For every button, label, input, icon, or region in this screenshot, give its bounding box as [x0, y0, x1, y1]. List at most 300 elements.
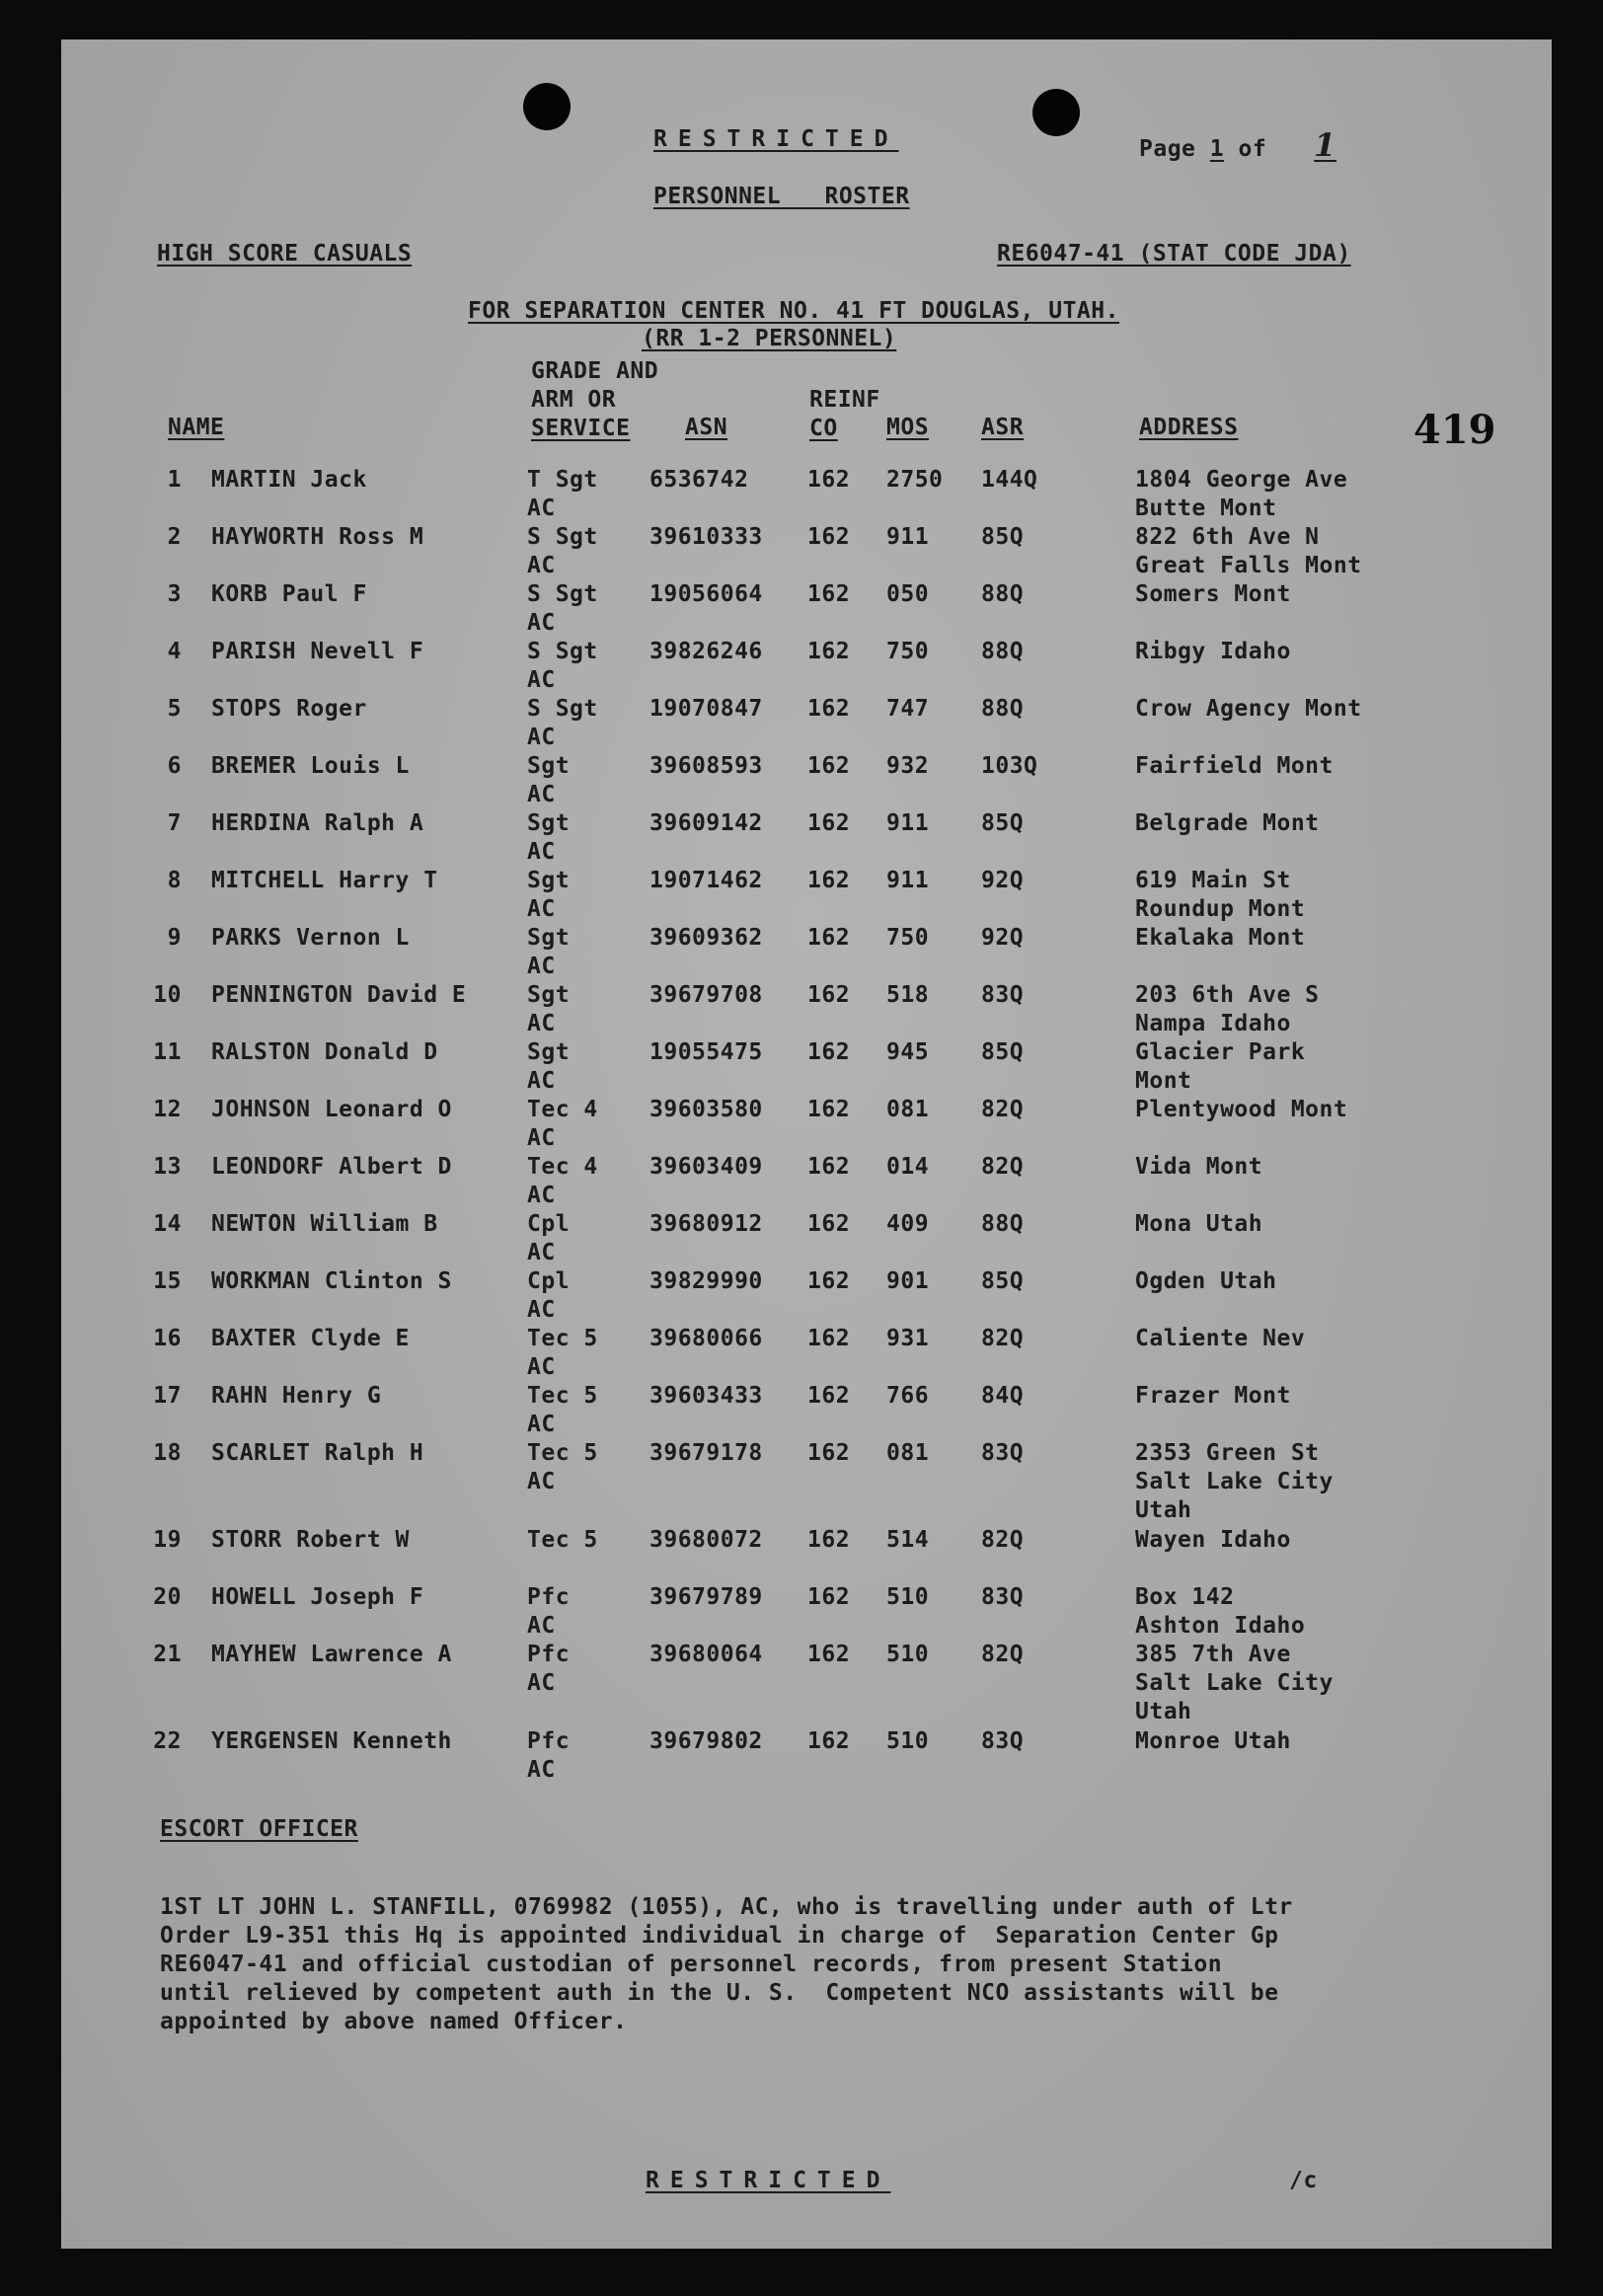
cell-asr — [981, 1153, 1024, 1182]
cell-grade-text: Cpl — [527, 1268, 571, 1294]
cell-asr — [981, 466, 1037, 495]
cell-grade — [527, 809, 570, 867]
cell-asr — [981, 1382, 1024, 1411]
cell-address-text: Plentywood Mont — [1135, 1097, 1348, 1122]
cell-asr-text: 85Q — [981, 1268, 1025, 1294]
cell-asn — [649, 1325, 763, 1353]
cell-asr-text: 92Q — [981, 925, 1025, 951]
cell-address — [1135, 1038, 1305, 1096]
cell-num-text: 5 — [167, 696, 182, 722]
cell-name — [211, 466, 367, 495]
cell-mos — [886, 1583, 929, 1612]
cell-grade-text: Cpl — [527, 1211, 571, 1237]
cell-asn — [649, 1153, 763, 1182]
cell-grade-text: AC — [527, 725, 556, 750]
cell-grade-text: Sgt — [527, 868, 571, 893]
cell-mos-text: 750 — [886, 639, 930, 664]
cell-name-text: HOWELL Joseph F — [211, 1584, 424, 1610]
cell-address — [1135, 1267, 1276, 1296]
cell-asr — [981, 752, 1037, 781]
cell-co — [807, 1583, 850, 1612]
cell-grade-text: Tec 4 — [527, 1154, 598, 1180]
cell-mos — [886, 466, 943, 495]
cell-asr-text: 88Q — [981, 581, 1025, 607]
cell-name — [211, 1325, 410, 1353]
subtitle: (RR 1-2 PERSONNEL) — [642, 326, 897, 351]
cell-mos — [886, 981, 929, 1010]
cell-asn — [649, 867, 763, 895]
cell-co-text: 162 — [807, 1268, 851, 1294]
cell-asn — [649, 1641, 763, 1669]
cell-co-text: 162 — [807, 1728, 851, 1754]
cell-co — [807, 1439, 850, 1468]
cell-co-text: 162 — [807, 696, 851, 722]
cell-address-text: Roundup Mont — [1135, 896, 1306, 922]
classification-header: RESTRICTED — [653, 126, 899, 152]
cell-asr-text: 83Q — [981, 1584, 1025, 1610]
cell-co-text: 162 — [807, 1154, 851, 1180]
cell-grade-text: Sgt — [527, 1039, 571, 1065]
cell-asr — [981, 695, 1024, 724]
cell-grade-text: AC — [527, 1757, 556, 1783]
cell-asr-text: 88Q — [981, 1211, 1025, 1237]
cell-name-text: LEONDORF Albert D — [211, 1154, 452, 1180]
cell-mos-text: 510 — [886, 1728, 930, 1754]
cell-name — [211, 523, 423, 552]
cell-co-text: 162 — [807, 810, 851, 836]
cell-grade — [527, 1038, 570, 1096]
cell-co-text: 162 — [807, 868, 851, 893]
cell-grade-text: Sgt — [527, 753, 571, 779]
cell-asn — [649, 1526, 763, 1555]
cell-asr-text: 82Q — [981, 1326, 1025, 1351]
punch-hole-right — [1032, 89, 1080, 136]
cell-co — [807, 466, 850, 495]
cell-asn-text: 39679178 — [649, 1440, 763, 1466]
cell-address — [1135, 1641, 1334, 1726]
cell-address-text: Wayen Idaho — [1135, 1527, 1291, 1553]
cell-num-text: 1 — [167, 467, 182, 493]
cell-asn — [649, 1210, 763, 1239]
cell-co-text: 162 — [807, 639, 851, 664]
column-header-grade — [531, 357, 658, 443]
cell-name-text: STORR Robert W — [211, 1527, 410, 1553]
cell-address-text: Monroe Utah — [1135, 1728, 1291, 1754]
cell-grade — [527, 1096, 598, 1153]
cell-name-text: HAYWORTH Ross M — [211, 524, 424, 550]
cell-address-text: Utah — [1135, 1699, 1192, 1724]
cell-mos-text: 747 — [886, 696, 930, 722]
destination: FOR SEPARATION CENTER NO. 41 FT DOUGLAS, UTAH. — [468, 298, 1119, 324]
cell-name — [211, 981, 466, 1010]
cell-co-text: 162 — [807, 524, 851, 550]
cell-asn-text: 39609362 — [649, 925, 763, 951]
cell-grade-text: AC — [527, 1183, 556, 1208]
cell-grade — [527, 924, 570, 981]
cell-address-text: Ekalaka Mont — [1135, 925, 1306, 951]
cell-asn-text: 19071462 — [649, 868, 763, 893]
cell-grade — [527, 752, 570, 809]
cell-mos-text: 901 — [886, 1268, 930, 1294]
cell-num-text: 16 — [153, 1326, 182, 1351]
cell-asn-text: 39679708 — [649, 982, 763, 1008]
cell-asn — [649, 1382, 763, 1411]
cell-address-text: Caliente Nev — [1135, 1326, 1306, 1351]
cell-mos — [886, 1439, 929, 1468]
column-header-mos: MOS — [886, 415, 930, 440]
cell-asr — [981, 1641, 1024, 1669]
cell-grade-text: S Sgt — [527, 639, 598, 664]
cell-grade — [527, 867, 570, 924]
page-number: 1 — [1209, 136, 1225, 162]
cell-co — [807, 1267, 850, 1296]
cell-asn-text: 39680066 — [649, 1326, 763, 1351]
cell-name — [211, 638, 423, 666]
cell-name-text: MAYHEW Lawrence A — [211, 1642, 452, 1667]
cell-num — [142, 1153, 182, 1182]
cell-grade — [527, 523, 598, 580]
cell-asr — [981, 1210, 1024, 1239]
cell-asr-text: 84Q — [981, 1383, 1025, 1409]
cell-address-text: Crow Agency Mont — [1135, 696, 1362, 722]
cell-mos-text: 931 — [886, 1326, 930, 1351]
cell-mos-text: 050 — [886, 581, 930, 607]
cell-co — [807, 1382, 850, 1411]
cell-grade-text: S Sgt — [527, 696, 598, 722]
cell-num — [142, 638, 182, 666]
cell-grade-text: AC — [527, 1297, 556, 1323]
cell-address — [1135, 809, 1320, 838]
cell-num — [142, 580, 182, 609]
cell-co — [807, 924, 850, 953]
cell-asr — [981, 1267, 1024, 1296]
cell-grade-text: S Sgt — [527, 581, 598, 607]
cell-address — [1135, 1583, 1305, 1641]
cell-mos-text: 014 — [886, 1154, 930, 1180]
cell-co — [807, 695, 850, 724]
cell-asn — [649, 1439, 763, 1468]
cell-grade-text: AC — [527, 782, 556, 807]
cell-num — [142, 1210, 182, 1239]
cell-mos-text: 510 — [886, 1642, 930, 1667]
cell-grade-text: AC — [527, 610, 556, 636]
cell-asn — [649, 924, 763, 953]
cell-asn-text: 39608593 — [649, 753, 763, 779]
cell-asr — [981, 924, 1024, 953]
cell-co-text: 162 — [807, 753, 851, 779]
cell-mos — [886, 1267, 929, 1296]
cell-asr — [981, 1325, 1024, 1353]
cell-asr-text: 82Q — [981, 1527, 1025, 1553]
cell-grade-text: AC — [527, 1670, 556, 1696]
cell-mos-text: 911 — [886, 868, 930, 893]
cell-num — [142, 809, 182, 838]
column-header-grade-line1: GRADE AND — [531, 358, 659, 384]
column-header-grade-line2: ARM OR — [531, 387, 617, 413]
cell-mos-text: 081 — [886, 1440, 930, 1466]
cell-asn-text: 39603433 — [649, 1383, 763, 1409]
cell-mos — [886, 809, 929, 838]
cell-grade-text: AC — [527, 896, 556, 922]
cell-co — [807, 867, 850, 895]
cell-asn — [649, 695, 763, 724]
cell-address — [1135, 638, 1291, 666]
cell-num-text: 12 — [153, 1097, 182, 1122]
cell-num-text: 14 — [153, 1211, 182, 1237]
cell-asr — [981, 1583, 1024, 1612]
cell-grade — [527, 1210, 570, 1267]
cell-co-text: 162 — [807, 467, 851, 493]
cell-grade — [527, 580, 598, 638]
cell-grade-text: Sgt — [527, 925, 571, 951]
cell-address — [1135, 981, 1320, 1038]
cell-num — [142, 1038, 182, 1067]
cell-num — [142, 981, 182, 1010]
cell-address — [1135, 523, 1362, 580]
stamp-number: 419 — [1413, 407, 1496, 453]
cell-co — [807, 1325, 850, 1353]
cell-address-text: 385 7th Ave — [1135, 1642, 1291, 1667]
column-header-address: ADDRESS — [1139, 415, 1239, 440]
cell-grade — [527, 638, 598, 695]
roster-title: PERSONNEL ROSTER — [653, 184, 910, 209]
cell-name — [211, 1382, 381, 1411]
cell-asn — [649, 1583, 763, 1612]
cell-name — [211, 1583, 423, 1612]
cell-num — [142, 867, 182, 895]
cell-address — [1135, 1727, 1291, 1756]
cell-grade-text: AC — [527, 1613, 556, 1639]
cell-address — [1135, 1153, 1262, 1182]
cell-mos — [886, 1526, 929, 1555]
cell-asr-text: 82Q — [981, 1154, 1025, 1180]
cell-asn — [649, 1096, 763, 1124]
cell-grade-text: AC — [527, 1125, 556, 1151]
cell-address-text: Fairfield Mont — [1135, 753, 1334, 779]
cell-asn-text: 39829990 — [649, 1268, 763, 1294]
cell-co-text: 162 — [807, 581, 851, 607]
cell-mos-text: 932 — [886, 753, 930, 779]
cell-num — [142, 1325, 182, 1353]
cell-num-text: 4 — [167, 639, 182, 664]
cell-num-text: 7 — [167, 810, 182, 836]
cell-name — [211, 695, 367, 724]
cell-name — [211, 1267, 452, 1296]
cell-address-text: Ribgy Idaho — [1135, 639, 1291, 664]
cell-num — [142, 1267, 182, 1296]
cell-name-text: PARISH Nevell F — [211, 639, 424, 664]
cell-address-text: Great Falls Mont — [1135, 553, 1362, 578]
cell-grade — [527, 1325, 598, 1382]
cell-co — [807, 1096, 850, 1124]
cell-co — [807, 638, 850, 666]
cell-asn — [649, 752, 763, 781]
cell-num-text: 3 — [167, 581, 182, 607]
cell-num — [142, 1526, 182, 1555]
cell-address-text: 1804 George Ave — [1135, 467, 1348, 493]
cell-asr — [981, 580, 1024, 609]
cell-name-text: YERGENSEN Kenneth — [211, 1728, 452, 1754]
cell-grade-text: AC — [527, 1354, 556, 1380]
cell-asr-text: 88Q — [981, 639, 1025, 664]
cell-num — [142, 1641, 182, 1669]
escort-text: 1ST LT JOHN L. STANFILL, 0769982 (1055), AC, who is travelling under auth of Ltr Order L9-351 this Hq is appointed individual in charge of Separation Center Gp RE6047-41 and official custodian of personnel records, from present Station until relieved by competent auth in the U. S. Competent NCO assistants will be appointed by above named Officer. — [160, 1894, 1293, 2034]
cell-asn — [649, 981, 763, 1010]
cell-address-text: Vida Mont — [1135, 1154, 1263, 1180]
cell-asn-text: 39609142 — [649, 810, 763, 836]
cell-mos-text: 2750 — [886, 467, 944, 493]
cell-asr-text: 83Q — [981, 982, 1025, 1008]
cell-mos-text: 510 — [886, 1584, 930, 1610]
cell-grade-text: Tec 5 — [527, 1326, 598, 1351]
cell-address-text: Mona Utah — [1135, 1211, 1263, 1237]
cell-grade-text: Tec 5 — [527, 1527, 598, 1553]
cell-co-text: 162 — [807, 1584, 851, 1610]
cell-asr — [981, 867, 1024, 895]
cell-asr-text: 88Q — [981, 696, 1025, 722]
cell-num — [142, 1439, 182, 1468]
cell-name — [211, 1641, 452, 1669]
cell-grade — [527, 466, 598, 523]
cell-co-text: 162 — [807, 1642, 851, 1667]
cell-asr-text: 103Q — [981, 753, 1038, 779]
cell-address-text: Salt Lake City — [1135, 1670, 1334, 1696]
cell-mos — [886, 1210, 929, 1239]
cell-asr-text: 82Q — [981, 1097, 1025, 1122]
cell-mos-text: 514 — [886, 1527, 930, 1553]
cell-name-text: JOHNSON Leonard O — [211, 1097, 452, 1122]
cell-address-text: Mont — [1135, 1068, 1192, 1094]
cell-address — [1135, 924, 1305, 953]
cell-grade — [527, 695, 598, 752]
cell-num-text: 20 — [153, 1584, 182, 1610]
cell-asr-text: 92Q — [981, 868, 1025, 893]
cell-num — [142, 1382, 182, 1411]
cell-name — [211, 867, 438, 895]
cell-asn-text: 6536742 — [649, 467, 749, 493]
cell-asr-text: 83Q — [981, 1728, 1025, 1754]
cell-num — [142, 1583, 182, 1612]
cell-name-text: PARKS Vernon L — [211, 925, 410, 951]
column-header-co: CO — [809, 416, 838, 441]
cell-asn-text: 39603580 — [649, 1097, 763, 1122]
cell-num-text: 17 — [153, 1383, 182, 1409]
cell-grade — [527, 1641, 570, 1698]
cell-asn-text: 39610333 — [649, 524, 763, 550]
cell-name-text: BAXTER Clyde E — [211, 1326, 410, 1351]
cell-co — [807, 1210, 850, 1239]
cell-num — [142, 1727, 182, 1756]
cell-address-text: Ashton Idaho — [1135, 1613, 1306, 1639]
cell-co-text: 162 — [807, 1211, 851, 1237]
cell-asn-text: 19070847 — [649, 696, 763, 722]
cell-asr-text: 85Q — [981, 524, 1025, 550]
cell-num — [142, 752, 182, 781]
cell-co — [807, 523, 850, 552]
cell-asn — [649, 1267, 763, 1296]
cell-co-text: 162 — [807, 925, 851, 951]
cell-name-text: NEWTON William B — [211, 1211, 438, 1237]
cell-address — [1135, 580, 1291, 609]
cell-co-text: 162 — [807, 1039, 851, 1065]
cell-name-text: WORKMAN Clinton S — [211, 1268, 452, 1294]
cell-address — [1135, 867, 1305, 924]
cell-name-text: PENNINGTON David E — [211, 982, 467, 1008]
cell-address-text: Somers Mont — [1135, 581, 1291, 607]
punch-hole-left — [523, 83, 571, 130]
cell-mos-text: 518 — [886, 982, 930, 1008]
cell-grade — [527, 1153, 598, 1210]
cell-address-text: 203 6th Ave S — [1135, 982, 1320, 1008]
column-header-reinf-co — [809, 386, 880, 443]
cell-address-text: 619 Main St — [1135, 868, 1291, 893]
cell-asr — [981, 981, 1024, 1010]
cell-co-text: 162 — [807, 1097, 851, 1122]
cell-co-text: 162 — [807, 1527, 851, 1553]
page-label: Page — [1139, 136, 1196, 162]
cell-asn — [649, 523, 763, 552]
cell-mos — [886, 752, 929, 781]
column-header-asn: ASN — [685, 415, 728, 440]
cell-name-text: MARTIN Jack — [211, 467, 367, 493]
cell-name-text: KORB Paul F — [211, 581, 367, 607]
cell-name-text: RAHN Henry G — [211, 1383, 382, 1409]
cell-address-text: 2353 Green St — [1135, 1440, 1320, 1466]
cell-grade — [527, 1439, 598, 1496]
cell-asr — [981, 1038, 1024, 1067]
cell-co-text: 162 — [807, 982, 851, 1008]
cell-address-text: Utah — [1135, 1497, 1192, 1523]
cell-asr — [981, 1096, 1024, 1124]
cell-mos-text: 911 — [886, 810, 930, 836]
cell-grade-text: AC — [527, 553, 556, 578]
page-total: 1 — [1314, 126, 1336, 164]
cell-grade-text: Tec 5 — [527, 1440, 598, 1466]
cell-asr — [981, 809, 1024, 838]
cell-num — [142, 695, 182, 724]
cell-asn — [649, 1038, 763, 1067]
cell-address — [1135, 1382, 1291, 1411]
cell-grade-text: T Sgt — [527, 467, 598, 493]
cell-mos — [886, 1153, 929, 1182]
cell-co — [807, 1153, 850, 1182]
cell-name-text: SCARLET Ralph H — [211, 1440, 424, 1466]
cell-mos — [886, 580, 929, 609]
cell-grade-text: Tec 5 — [527, 1383, 598, 1409]
cell-name — [211, 752, 410, 781]
cell-asn-text: 39679789 — [649, 1584, 763, 1610]
cell-asn-text: 39680912 — [649, 1211, 763, 1237]
cell-mos — [886, 1325, 929, 1353]
column-header-grade-line3: SERVICE — [531, 416, 631, 441]
cell-address-text: Nampa Idaho — [1135, 1011, 1291, 1036]
cell-address-text: Belgrade Mont — [1135, 810, 1320, 836]
cell-mos — [886, 638, 929, 666]
cell-mos-text: 766 — [886, 1383, 930, 1409]
cell-name — [211, 1526, 410, 1555]
cell-grade-text: Sgt — [527, 982, 571, 1008]
cell-address — [1135, 1439, 1334, 1525]
cell-name — [211, 1096, 452, 1124]
cell-num — [142, 523, 182, 552]
cell-asn-text: 39603409 — [649, 1154, 763, 1180]
cell-asn — [649, 580, 763, 609]
cell-num-text: 8 — [167, 868, 182, 893]
cell-address — [1135, 466, 1347, 523]
cell-co-text: 162 — [807, 1440, 851, 1466]
document-page — [61, 39, 1552, 2249]
cell-num-text: 21 — [153, 1642, 182, 1667]
